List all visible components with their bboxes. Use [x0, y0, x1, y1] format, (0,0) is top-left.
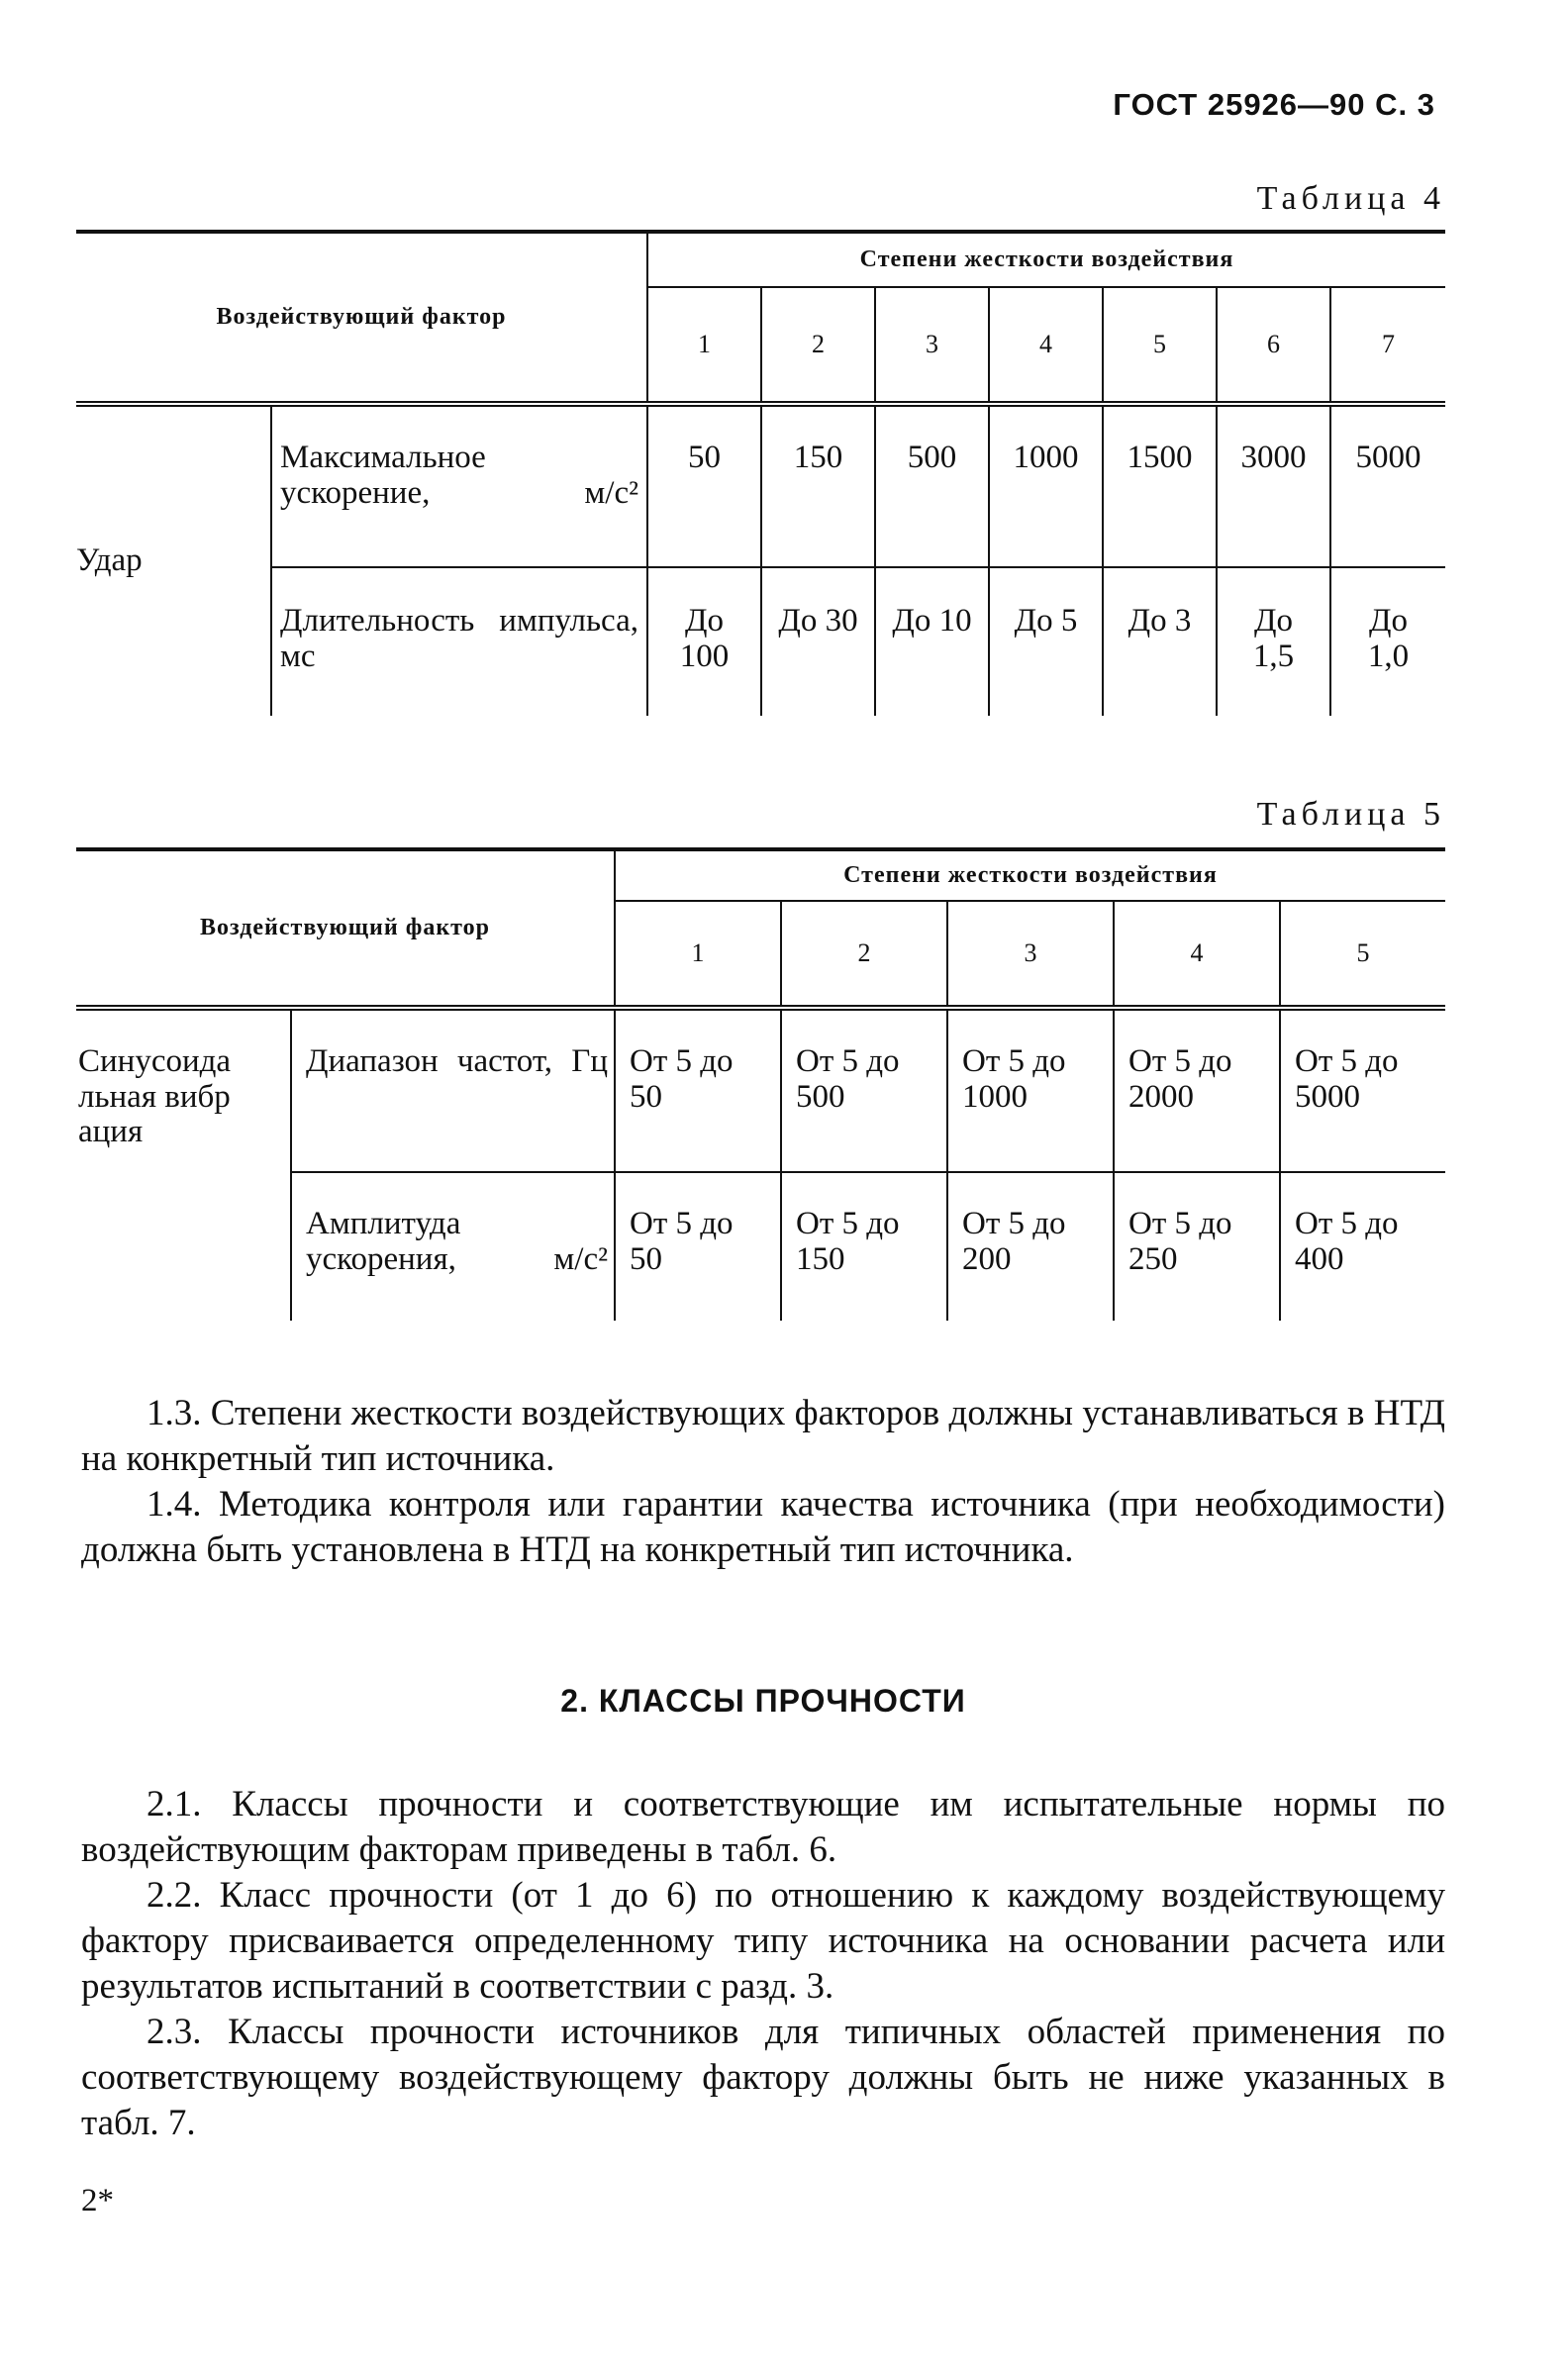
- table4-degrees-header: Степени жесткости воздействия: [647, 232, 1445, 287]
- table5-col-5: 5: [1280, 901, 1445, 1008]
- paragraphs-group-2: [81, 1782, 1445, 2146]
- table4-row1-value: 500: [875, 404, 989, 567]
- table4-row2-value: До 30: [761, 567, 875, 716]
- paragraph-1-3: 1.3. Степени жесткости воздействующих факторов должны устанавливаться в НТД на конкретный тип источника.: [81, 1393, 1445, 1479]
- table5-row2-value: От 5 до 50: [615, 1172, 781, 1321]
- paragraph-2-1: 2.1. Классы прочности и соответствующие им испытательные нормы по воздействующим факторам приведены в табл. 6.: [81, 1784, 1445, 1870]
- table4-row1-value: 5000: [1330, 404, 1445, 567]
- page-footer-mark: 2*: [81, 2183, 114, 2218]
- table5-group-text: Синусоидальная вибрация: [78, 1043, 232, 1150]
- table4-factor-header: [76, 232, 647, 404]
- table4-row1-value: 50: [647, 404, 761, 567]
- table5-col-1: 1: [615, 901, 781, 1008]
- table4-row1-value: 150: [761, 404, 875, 567]
- table5-row1-value: От 5 до 50: [615, 1008, 781, 1172]
- table4: [76, 230, 1445, 716]
- table4-col-3: 3: [875, 287, 989, 404]
- table4-col-7: 7: [1330, 287, 1445, 404]
- table5-row2-value: От 5 до 250: [1114, 1172, 1280, 1321]
- table4-row2-value: До 1,0: [1330, 567, 1445, 716]
- paragraph-2-2: 2.2. Класс прочности (от 1 до 6) по отношению к каждому воздействующему фактору присваивается определенному типу источника на основании расчета или результатов испытаний в соответствии с разд. 3.: [81, 1875, 1445, 2007]
- table4-col-6: 6: [1217, 287, 1330, 404]
- section-title: 2. КЛАССЫ ПРОЧНОСТИ: [560, 1683, 966, 1719]
- table5-caption: Таблица 5: [1256, 796, 1445, 833]
- table4-row2-value: До 3: [1103, 567, 1217, 716]
- paragraph-1-4: 1.4. Методика контроля или гарантии качества источника (при необходимости) должна быть установлена в НТД на конкретный тип источника.: [81, 1484, 1445, 1570]
- table5: [76, 847, 1445, 1321]
- table5-factor-header-text: Воздействующий фактор: [200, 914, 490, 940]
- table5-col-4: 4: [1114, 901, 1280, 1008]
- table5-row1-value: От 5 до 1000: [947, 1008, 1114, 1172]
- table4-col-1: 1: [647, 287, 761, 404]
- table4-row2-value: До 1,5: [1217, 567, 1330, 716]
- table4-col-4: 4: [989, 287, 1103, 404]
- table5-degrees-header: Степени жесткости воздействия: [615, 849, 1445, 901]
- table5-row2-parameter: Амплитуда ускорения, м/с²: [291, 1172, 615, 1321]
- table5-row1-value: От 5 до 5000: [1280, 1008, 1445, 1172]
- table4-caption: Таблица 4: [1256, 180, 1445, 217]
- table5-group-label: [76, 1008, 291, 1321]
- table4-col-5: 5: [1103, 287, 1217, 404]
- table4-factor-header-text: Воздействующий фактор: [216, 303, 507, 330]
- table5-row2-value: От 5 до 200: [947, 1172, 1114, 1321]
- table5-row2-value: От 5 до 400: [1280, 1172, 1445, 1321]
- table4-col-2: 2: [761, 287, 875, 404]
- table5-row1-value: От 5 до 500: [781, 1008, 947, 1172]
- table4-row1-parameter: Максимальное ускорение, м/с²: [271, 404, 647, 567]
- paragraph-2-3: 2.3. Классы прочности источников для типичных областей применения по соответствующему воздействующему фактору должны быть не ниже указанных в табл. 7.: [81, 2012, 1445, 2143]
- table5-row1-value: От 5 до 2000: [1114, 1008, 1280, 1172]
- table4-row2-value: До 10: [875, 567, 989, 716]
- table4-group-label: Удар: [76, 542, 143, 579]
- paragraphs-group-1: [81, 1391, 1445, 1573]
- table5-col-2: 2: [781, 901, 947, 1008]
- table5-row1-parameter: Диапазон частот, Гц: [291, 1008, 615, 1172]
- table5-factor-header: [76, 849, 615, 1008]
- page-header: ГОСТ 25926—90 С. 3: [1113, 87, 1435, 122]
- table5-col-3: 3: [947, 901, 1114, 1008]
- table4-row1-value: 1500: [1103, 404, 1217, 567]
- table4-row2-value: До 5: [989, 567, 1103, 716]
- table4-row1-value: 1000: [989, 404, 1103, 567]
- table5-row2-value: От 5 до 150: [781, 1172, 947, 1321]
- table4-row2-parameter: Длительность импульса, мс: [271, 567, 647, 716]
- table4-row1-value: 3000: [1217, 404, 1330, 567]
- table4-row2-value: До 100: [647, 567, 761, 716]
